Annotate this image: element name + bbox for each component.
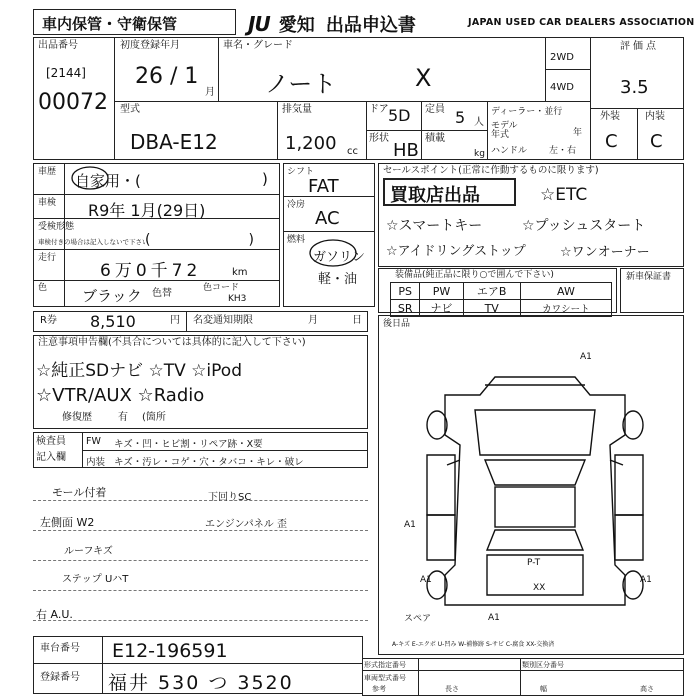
- form-title: 出品申込書: [325, 15, 416, 36]
- first-reg-label: 初度登録年月: [120, 40, 180, 51]
- inspector-in-opts: キズ・汚レ・コゲ・穴・タバコ・キレ・破レ: [114, 457, 304, 468]
- reception-value: ( ): [145, 232, 254, 248]
- equip-airbag: エアB: [463, 283, 520, 300]
- fuel-label: 燃料: [287, 235, 306, 245]
- color-code-value: KH3: [228, 294, 247, 304]
- inspector-label-1: 検査員: [36, 436, 66, 447]
- ju-logo-mark: JU: [248, 12, 270, 36]
- org-name: 愛知: [278, 15, 315, 36]
- bottom-h1: 形式指定番号: [364, 661, 406, 669]
- later-items-label: 後日品: [383, 319, 411, 329]
- notes-line-1: ☆純正SDナビ ☆TV ☆iPod: [36, 361, 242, 381]
- storage-label-box: [33, 9, 236, 35]
- registration-value: 福井 530 つ 3520: [108, 672, 294, 694]
- inspection-value: R9年 1月(29日): [88, 201, 206, 220]
- history-value: 自家用・(: [75, 172, 141, 190]
- equip-navi: ナビ: [420, 300, 463, 317]
- rating-int-label: 内装: [645, 111, 665, 122]
- spare-label: スペア: [404, 614, 432, 624]
- sales-point-2: ☆スマートキー: [386, 218, 483, 234]
- drive-4wd: 4WD: [550, 82, 574, 93]
- registration-label: 登録番号: [40, 672, 80, 683]
- warranty-label: 新車保証書: [626, 272, 672, 282]
- model-label: 型式: [120, 104, 140, 115]
- sales-point-1: ☆ETC: [540, 185, 588, 205]
- drive-2wd: 2WD: [550, 52, 574, 63]
- recycle-label: R券: [40, 315, 57, 326]
- damage-mark: XX: [533, 583, 546, 593]
- rating-int-value: C: [650, 131, 663, 152]
- fuel-opt-gasoline: ガソリン: [313, 250, 366, 265]
- remark-5: 右 A.U.: [36, 608, 73, 621]
- doors-value: 5D: [388, 106, 411, 125]
- chassis-label: 車台番号: [40, 643, 80, 654]
- sales-point-4: ☆アイドリングストップ: [386, 244, 526, 259]
- repair-label: 修復歴: [62, 412, 92, 423]
- equip-seat: カワシート: [520, 300, 611, 317]
- doors-label: ドア: [369, 104, 389, 115]
- dealer-label: ディーラー・並行: [491, 107, 563, 117]
- shift-label: シフト: [287, 167, 315, 177]
- car-diagram: [415, 365, 655, 615]
- damage-mark: A1: [420, 575, 432, 585]
- damage-mark: A1: [488, 613, 500, 623]
- capacity-unit: 人: [474, 117, 484, 128]
- color-label: 色: [38, 283, 48, 293]
- equipment-row: [391, 283, 612, 300]
- handle-label: ハンドル: [491, 146, 528, 156]
- history-close: ): [262, 170, 268, 188]
- car-grade-value: X: [415, 64, 432, 92]
- first-reg-unit: 月: [205, 87, 215, 98]
- reception-label: 受検形態: [38, 222, 75, 232]
- damage-mark: A1: [404, 520, 416, 530]
- rating-ext-label: 外装: [600, 111, 620, 122]
- shift-value: FAT: [308, 176, 339, 197]
- load-label: 積載: [425, 133, 445, 144]
- remark-4: ステップ UハT: [62, 574, 129, 585]
- inspector-fw: FW: [86, 436, 101, 447]
- cooler-value: AC: [315, 208, 340, 229]
- bottom-len: 長さ: [445, 685, 459, 693]
- bottom-hgt: 高さ: [640, 685, 654, 693]
- bottom-r1: 参考: [372, 685, 386, 693]
- shape-label: 形状: [369, 133, 389, 144]
- tax-month-unit: 月: [308, 315, 318, 326]
- mileage-value: 6万0千72: [100, 261, 202, 281]
- equip-ps: PS: [391, 283, 420, 300]
- model-year-unit: 年: [573, 128, 583, 138]
- diagram-legend: A-キズ E-エクボ U-凹み W-補修跡 S-サビ C-腐食 XX-交換済: [392, 641, 555, 648]
- sales-point-3: ☆プッシュスタート: [522, 218, 646, 234]
- notes-line-2: ☆VTR/AUX ☆Radio: [36, 385, 205, 406]
- history-label: 車歴: [38, 167, 57, 177]
- remark-right-1: 下回りSC: [208, 492, 252, 503]
- equipment-label: 装備品(純正品に限り○で囲んで下さい): [395, 270, 554, 280]
- damage-mark: A1: [640, 575, 652, 585]
- remark-1: モール付着: [52, 486, 107, 499]
- inspector-label-2: 記入欄: [36, 452, 66, 463]
- handle-opts: 左・右: [549, 146, 577, 156]
- fuel-circle: [308, 238, 358, 268]
- car-name-value: ノート: [265, 70, 337, 98]
- capacity-value: 5: [455, 108, 466, 127]
- header-logo: [248, 11, 416, 37]
- repair-location: (箇所: [142, 412, 166, 423]
- rating-value: 3.5: [620, 77, 649, 98]
- remark-3: ルーフキズ: [64, 546, 113, 557]
- equipment-table: [390, 282, 612, 317]
- sales-points-label: セールスポイント(正常に作動するものに限ります): [383, 165, 599, 176]
- sales-point-5: ☆ワンオーナー: [560, 245, 650, 260]
- damage-mark: A1: [580, 352, 592, 362]
- color-code-label: 色コード: [203, 283, 240, 293]
- equip-tv: TV: [463, 300, 520, 317]
- damage-mark: P-T: [527, 558, 541, 568]
- capacity-label: 定員: [425, 104, 445, 115]
- displacement-label: 排気量: [282, 104, 312, 115]
- bottom-r2: 車両型式番号: [364, 674, 406, 682]
- lot-label: 出品番号: [38, 40, 78, 51]
- equipment-row: [391, 300, 612, 317]
- rating-ext-value: C: [605, 131, 618, 152]
- fuel-opt-diesel: 軽・油: [318, 272, 358, 287]
- remark-2: 左側面 W2: [40, 516, 95, 529]
- bottom-h2: 類別区分番号: [522, 661, 564, 669]
- inspector-in-label: 内装: [86, 457, 106, 468]
- reception-note: 車検付きの場合は記入しないで下さい: [38, 238, 149, 246]
- shape-value: HB: [393, 140, 419, 161]
- equip-pw: PW: [420, 283, 463, 300]
- mileage-label: 走行: [38, 253, 57, 263]
- buyer-title: 買取店出品: [390, 185, 480, 206]
- cooler-label: 冷房: [287, 200, 306, 210]
- tax-label: 名変通知期限: [193, 315, 253, 326]
- model-value: DBA-E12: [130, 130, 218, 154]
- displacement-value: 1,200: [285, 133, 337, 154]
- equip-aw: AW: [520, 283, 611, 300]
- load-unit: kg: [474, 149, 485, 159]
- recycle-value: 8,510: [90, 312, 136, 331]
- model-year-label: モデル年式: [491, 121, 518, 140]
- inspection-label: 車検: [38, 198, 57, 208]
- inspector-fw-opts: キズ・凹・ヒビ割・リペア跡・X要: [114, 439, 263, 450]
- color-value: ブラック: [82, 287, 142, 305]
- remark-right-2: エンジンパネル 歪: [205, 519, 287, 530]
- notes-label: 注意事項申告欄(不具合については具体的に記入して下さい): [38, 337, 306, 348]
- rating-label: 評価点: [620, 41, 659, 52]
- lot-sub: [2144]: [46, 66, 86, 80]
- tax-day-unit: 日: [352, 315, 362, 326]
- recycle-unit: 円: [170, 315, 180, 326]
- org-english: JAPAN USED CAR DEALERS ASSOCIATION: [468, 17, 695, 28]
- displacement-unit: cc: [347, 146, 358, 157]
- storage-label: 車内保管・守衛保管: [42, 15, 178, 33]
- chassis-value: E12-196591: [112, 640, 228, 662]
- color-change-label: 色替: [152, 288, 172, 299]
- bottom-wid: 幅: [540, 685, 547, 693]
- equip-sr: SR: [391, 300, 420, 317]
- history-circle: [70, 165, 110, 191]
- mileage-unit: km: [232, 267, 248, 278]
- car-name-label: 車名・グレード: [223, 40, 293, 51]
- lot-number: 00072: [38, 90, 108, 115]
- repair-value: 有: [118, 412, 128, 423]
- first-reg-value: 26 / 1: [135, 64, 199, 89]
